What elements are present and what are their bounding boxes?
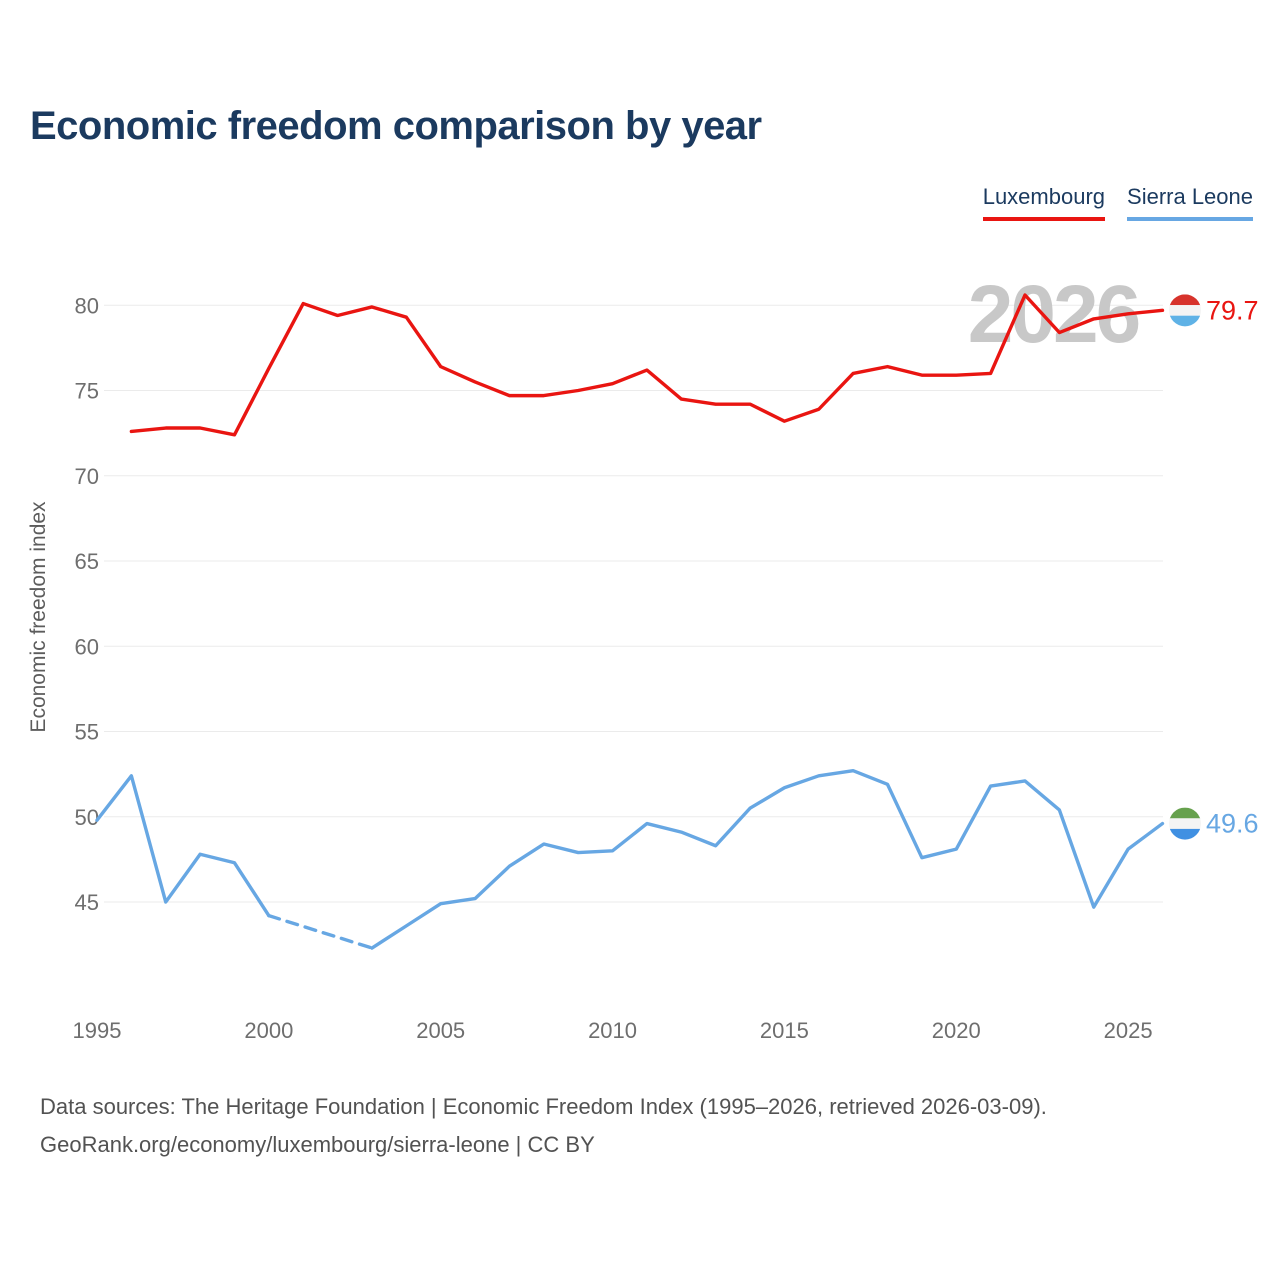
- legend-item-sierra-leone[interactable]: [1127, 184, 1253, 221]
- flag-marker-sierra-leone: [1169, 808, 1201, 841]
- y-axis-title: Economic freedom index: [27, 501, 50, 733]
- y-tick-label: 60: [74, 634, 99, 660]
- y-tick-label: 80: [74, 293, 99, 319]
- series-line-sierra-leone: [97, 776, 269, 916]
- y-tick-label: 50: [74, 804, 99, 830]
- series-lines: [97, 295, 1162, 948]
- x-tick-label: 2000: [244, 1018, 294, 1043]
- footer-source-line: Data sources: The Heritage Foundation | Economic Freedom Index (1995–2026, retrieved 2026-03-09).: [40, 1094, 1047, 1119]
- y-tick-label: 55: [74, 719, 99, 745]
- gridlines: [104, 305, 1163, 902]
- series-line-sierra-leone: [372, 771, 1163, 948]
- watermark-year: 2026: [967, 269, 1139, 360]
- legend-label-sierra-leone: Sierra Leone: [1127, 184, 1253, 209]
- footer-attribution-line: GeoRank.org/economy/luxembourg/sierra-leone | CC BY: [40, 1132, 595, 1157]
- legend-item-luxembourg[interactable]: [983, 184, 1105, 221]
- end-value-label-luxembourg: 79.7: [1206, 295, 1259, 326]
- series-gap-dashed-sierra-leone: [269, 916, 372, 948]
- x-tick-label: 2015: [759, 1018, 809, 1043]
- x-tick-label: 2005: [416, 1018, 466, 1043]
- y-tick-label: 75: [74, 378, 99, 404]
- x-tick-label: 2020: [931, 1018, 981, 1043]
- flag-stripe: [1169, 808, 1201, 819]
- end-markers: [1169, 294, 1259, 840]
- y-tick-label: 70: [74, 463, 99, 489]
- flag-stripe: [1169, 818, 1201, 829]
- axis-ticks: [73, 293, 1153, 1043]
- flag-stripe: [1169, 294, 1201, 305]
- legend: [983, 184, 1253, 221]
- x-tick-label: 2010: [588, 1018, 638, 1043]
- flag-marker-luxembourg: [1169, 294, 1201, 327]
- end-value-label-sierra-leone: 49.6: [1206, 808, 1259, 839]
- flag-stripe: [1169, 316, 1201, 327]
- data-sources-footer: [40, 1088, 1047, 1164]
- legend-label-luxembourg: Luxembourg: [982, 184, 1106, 209]
- y-tick-label: 65: [74, 549, 99, 574]
- flag-stripe: [1169, 305, 1201, 316]
- flag-stripe: [1169, 829, 1201, 840]
- x-tick-label: 1995: [72, 1018, 122, 1043]
- y-tick-label: 45: [74, 890, 99, 915]
- line-chart: [0, 230, 1280, 1070]
- x-tick-label: 2025: [1103, 1018, 1153, 1043]
- chart-title: Economic freedom comparison by year: [30, 104, 762, 148]
